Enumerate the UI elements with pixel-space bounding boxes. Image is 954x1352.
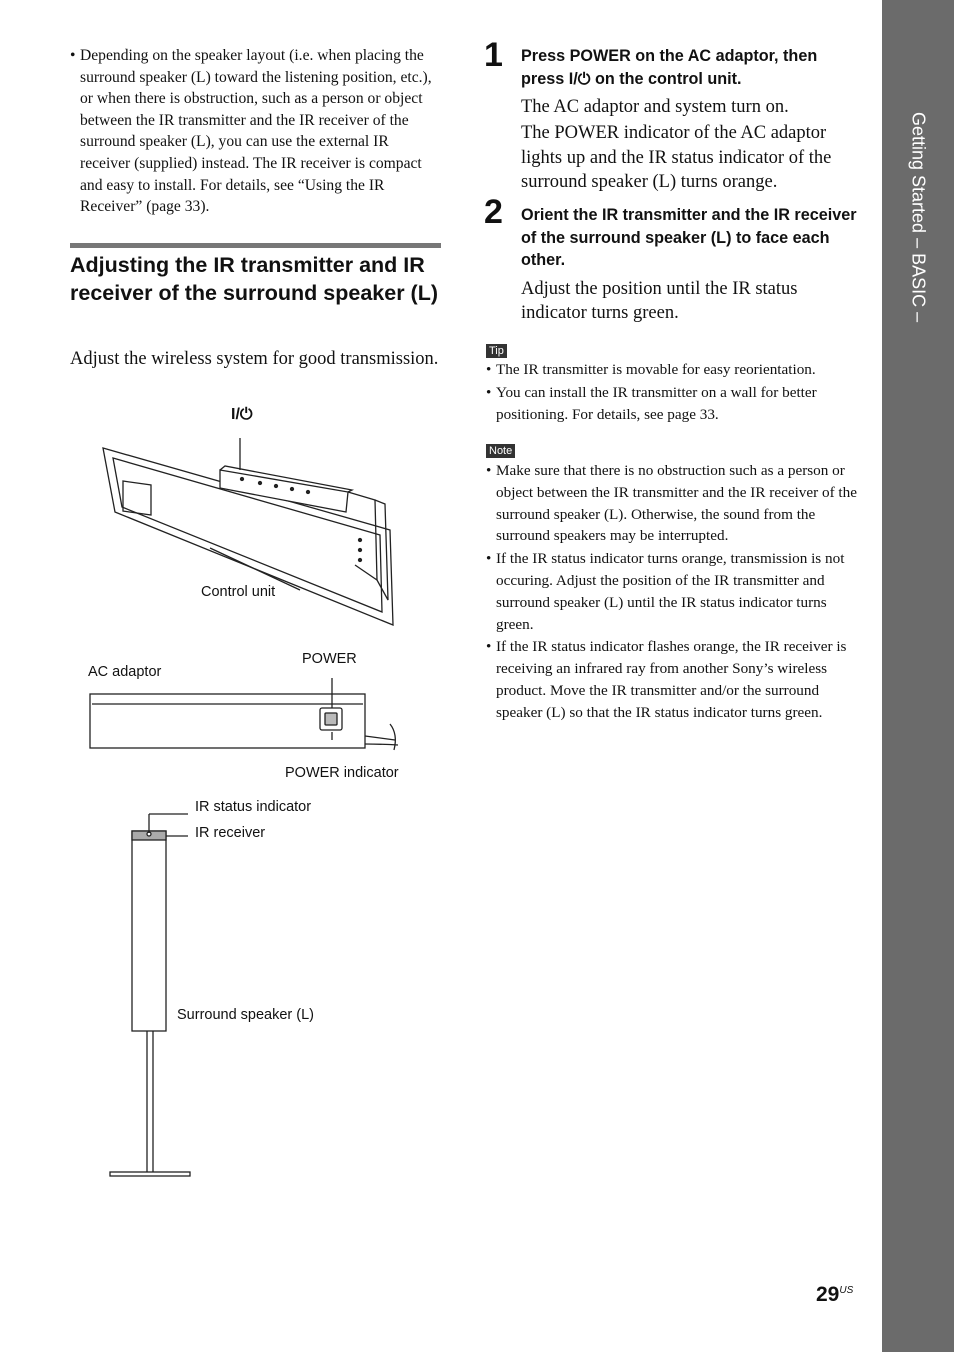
step-2-body-line: Adjust the position until the IR status indicator turns green. <box>521 279 798 324</box>
control-unit-label: Control unit <box>201 584 276 600</box>
step-2-body <box>521 277 866 328</box>
page-number-suffix: US <box>839 1285 854 1296</box>
step-1-body <box>521 95 866 196</box>
power-label: POWER <box>302 651 357 667</box>
power-symbol-label: I/⏻ <box>231 406 253 423</box>
page-number-value: 29 <box>816 1283 840 1306</box>
intro-bullet-text: Depending on the speaker layout (i.e. when placing the surround speaker (L) toward the listening position, etc.), or when there is obstruction, such as a person or object between the IR transmitter and the IR receiver of the surround speaker (L), you can use the external IR receiver (supplied) instead. The IR receiver is compact and easy to install. For details, see “Using the IR Receiver” (page 33). <box>80 47 432 216</box>
step-1-number: 1 <box>484 36 503 74</box>
setup-figure <box>80 400 440 1195</box>
surround-speaker-body <box>132 831 166 1031</box>
note-list: • Make sure that there is no obstruction such as a person or object between the IR transmitter and the IR receiver of the surround speaker (L). Otherwise, the sound from the surround speakers may be interrupted. • If the IR status indicator turns orange, transmission is not occuring. Adjust the position of the IR transmitter and surround speaker (L) until the IR status indicator turns green. • If the IR status indicator flashes orange, the IR receiver is receiving an infrared ray from another Sony’s wireless product. Move the IR transmitter and/or the surround speaker (L) so that the IR status indicator turns green. <box>486 462 857 721</box>
speaker-stand-base <box>110 1172 190 1176</box>
step-1-body-line: The POWER indicator of the AC adaptor lights up and the IR status indicator of the surround speaker (L) turns orange. <box>521 123 832 192</box>
bullet-dot: • <box>70 47 76 64</box>
step-1-body-line: The AC adaptor and system turn on. <box>521 97 789 117</box>
setup-illustration <box>80 400 440 1190</box>
step-2-heading: Orient the IR transmitter and the IR receiver of the surround speaker (L) to face each other. <box>521 206 857 269</box>
note-item: If the IR status indicator turns orange, transmission is not occuring. Adjust the position of the IR transmitter and surround speaker (L) until the IR status indicator turns green. <box>496 550 845 633</box>
step-2-number: 2 <box>484 193 503 231</box>
page-number <box>816 1283 853 1307</box>
step-1-heading: Press POWER on the AC adaptor, then press I/⏻ on the control unit. <box>521 47 818 88</box>
section-rule <box>70 243 441 248</box>
section-title: Adjusting the IR transmitter and IR receiver of the surround speaker (L) <box>70 253 438 305</box>
section-description: Adjust the wireless system for good transmission. <box>70 349 439 369</box>
power-indicator-label: POWER indicator <box>285 765 399 781</box>
note-badge: Note <box>486 444 515 458</box>
tip-item: You can install the IR transmitter on a wall for better positioning. For details, see page 33. <box>496 383 817 423</box>
surround-speaker-label: Surround speaker (L) <box>177 1007 315 1023</box>
tip-item: The IR transmitter is movable for easy reorientation. <box>496 361 816 378</box>
note-item: If the IR status indicator flashes orange, the IR receiver is receiving an infrared ray from another Sony’s wireless product. Move the IR transmitter and/or the surround speaker (L) so that the IR status indicator turns green. <box>496 638 847 721</box>
chapter-side-tab-label: Getting Started – BASIC – <box>908 112 929 323</box>
ac-adaptor-label: AC adaptor <box>88 664 162 680</box>
intro-bullet <box>70 45 442 218</box>
tip-badge: Tip <box>486 344 507 358</box>
ir-receiver-label: IR receiver <box>195 825 266 841</box>
tip-list: • The IR transmitter is movable for easy reorientation. • You can install the IR transmitter on a wall for better positioning. For details, see page 33. <box>486 361 817 423</box>
note-item: Make sure that there is no obstruction such as a person or object between the IR transmitter and the IR receiver of the surround speaker (L). Otherwise, the sound from the surround speakers may be interrupted. <box>496 462 857 545</box>
ir-status-indicator-label: IR status indicator <box>195 799 312 815</box>
